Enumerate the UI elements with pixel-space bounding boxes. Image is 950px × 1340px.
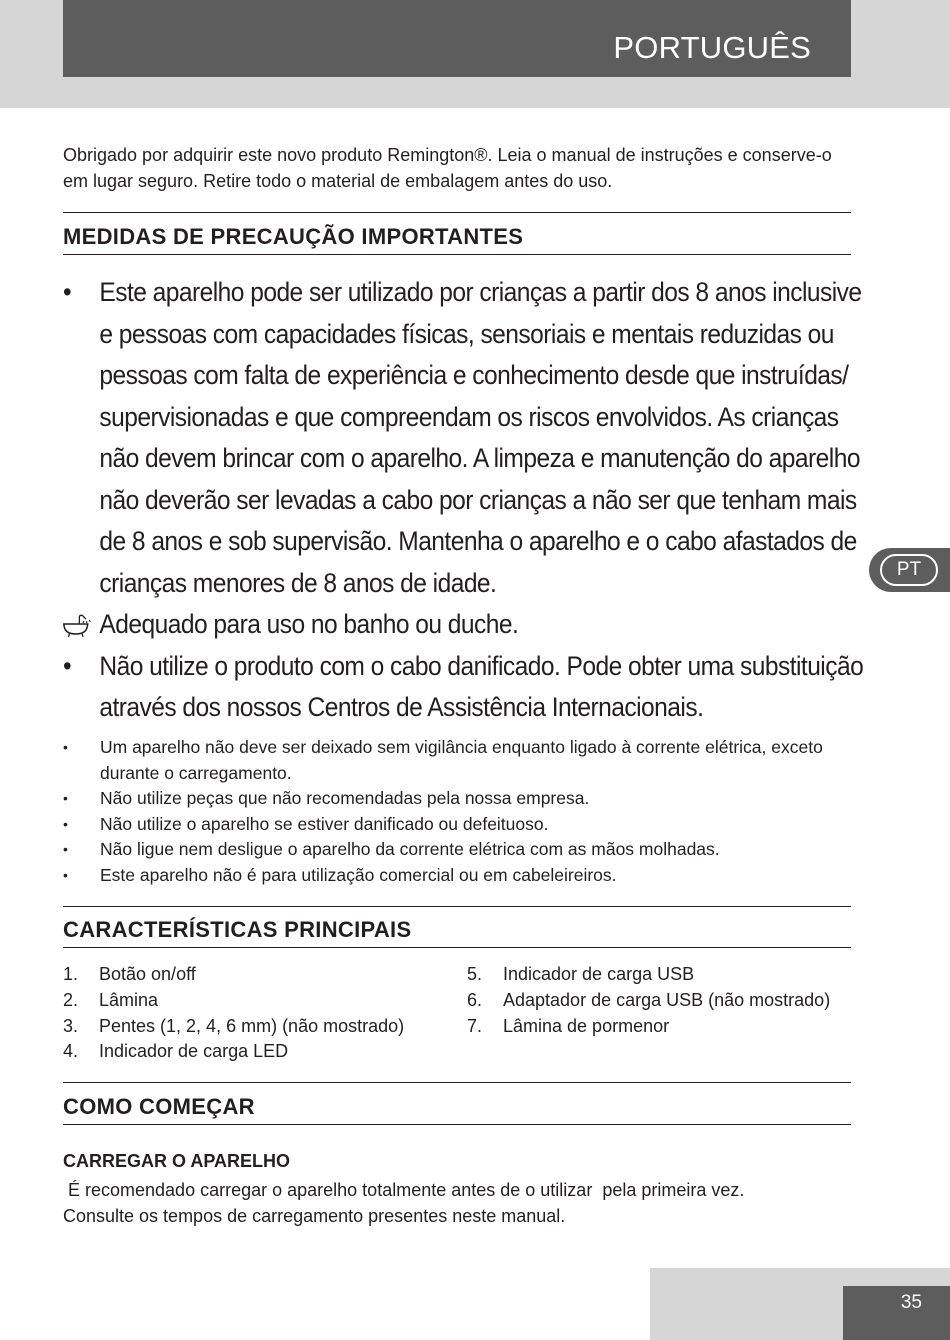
list-item: • Não ligue nem desligue o aparelho da corrente elétrica com as mãos molhadas. (63, 837, 853, 863)
divider (63, 254, 851, 255)
precautions-small-list (63, 735, 853, 888)
features-heading: CARACTERÍSTICAS PRINCIPAIS (63, 917, 412, 942)
page-number: 35 (900, 1292, 922, 1313)
feature-item: 7. Lâmina de pormenor (467, 1015, 670, 1036)
charging-paragraph: É recomendado carregar o aparelho totalmente antes de o utilizar pela primeira vez. Consulte os tempos de carregamento presentes neste manual. (63, 1180, 745, 1226)
bullet: • (63, 790, 68, 806)
language-badge: PT (880, 554, 938, 586)
bullet: • (63, 650, 72, 681)
bullet: • (63, 739, 68, 755)
feature-item: 1. Botão on/off (63, 964, 196, 984)
divider (63, 1082, 851, 1083)
divider (63, 947, 851, 948)
getting-started-heading: COMO COMEÇAR (63, 1094, 255, 1119)
list-item: • Não utilize o aparelho se estiver danificado ou defeituoso. (63, 812, 853, 838)
divider (63, 906, 851, 907)
intro-paragraph: Obrigado por adquirir este novo produto Remington®. Leia o manual de instruções e conserve-o em lugar seguro. Retire todo o material de embalagem antes do uso. (63, 145, 832, 191)
list-item: • Um aparelho não deve ser deixado sem vigilância enquanto ligado à corrente elétrica, exceto durante o carregamento. (63, 737, 823, 783)
feature-item: 2. Lâmina (63, 989, 159, 1010)
divider (63, 1124, 851, 1125)
page-number-box (843, 1286, 950, 1340)
page-title: PORTUGUÊS (613, 30, 811, 65)
features-list-right (467, 962, 830, 1039)
header-bar (63, 0, 851, 77)
bullet: • (63, 841, 68, 857)
list-item: Adequado para uso no banho ou duche. (63, 604, 864, 646)
bullet: • (63, 277, 72, 307)
feature-item: 5. Indicador de carga USB (467, 964, 695, 984)
list-item: • Não utilize o produto com o cabo danificado. Pode obter uma substituição através dos nossos Centros de Assistência Internacionais. (63, 646, 864, 729)
feature-item: 6. Adaptador de carga USB (não mostrado) (467, 989, 831, 1010)
charging-subheading: CARREGAR O APARELHO (63, 1151, 291, 1171)
list-item: • Este aparelho pode ser utilizado por crianças a partir dos 8 anos inclusive e pessoas com capacidades físicas, sensoriais e mentais reduzidas ou pessoas com falta de experiência e conhecimento desde que instruídas/ supervisionadas e que compreendam os riscos envolvidos. As crianças não devem brincar com o aparelho. A limpeza e manutenção do aparelho não deverão ser levadas a cabo por crianças a não ser que tenham mais de 8 anos e sob supervisão. Mantenha o aparelho e o cabo afastados de crianças menores de 8 anos de idade. (63, 272, 864, 604)
list-item: • Não utilize peças que não recomendadas pela nossa empresa. (63, 786, 853, 812)
precautions-large-list (63, 272, 864, 729)
list-item: • Este aparelho não é para utilização comercial ou em cabeleireiros. (63, 863, 853, 889)
divider (63, 212, 851, 213)
features-list-left (63, 962, 404, 1065)
bullet: • (63, 866, 68, 883)
feature-item: 3. Pentes (1, 2, 4, 6 mm) (não mostrado) (63, 1015, 405, 1036)
bullet: • (63, 815, 68, 832)
feature-item: 4. Indicador de carga LED (63, 1041, 289, 1062)
bath-shower-icon (61, 614, 94, 638)
precautions-heading: MEDIDAS DE PRECAUÇÃO IMPORTANTES (63, 224, 524, 249)
language-tab (869, 548, 950, 592)
